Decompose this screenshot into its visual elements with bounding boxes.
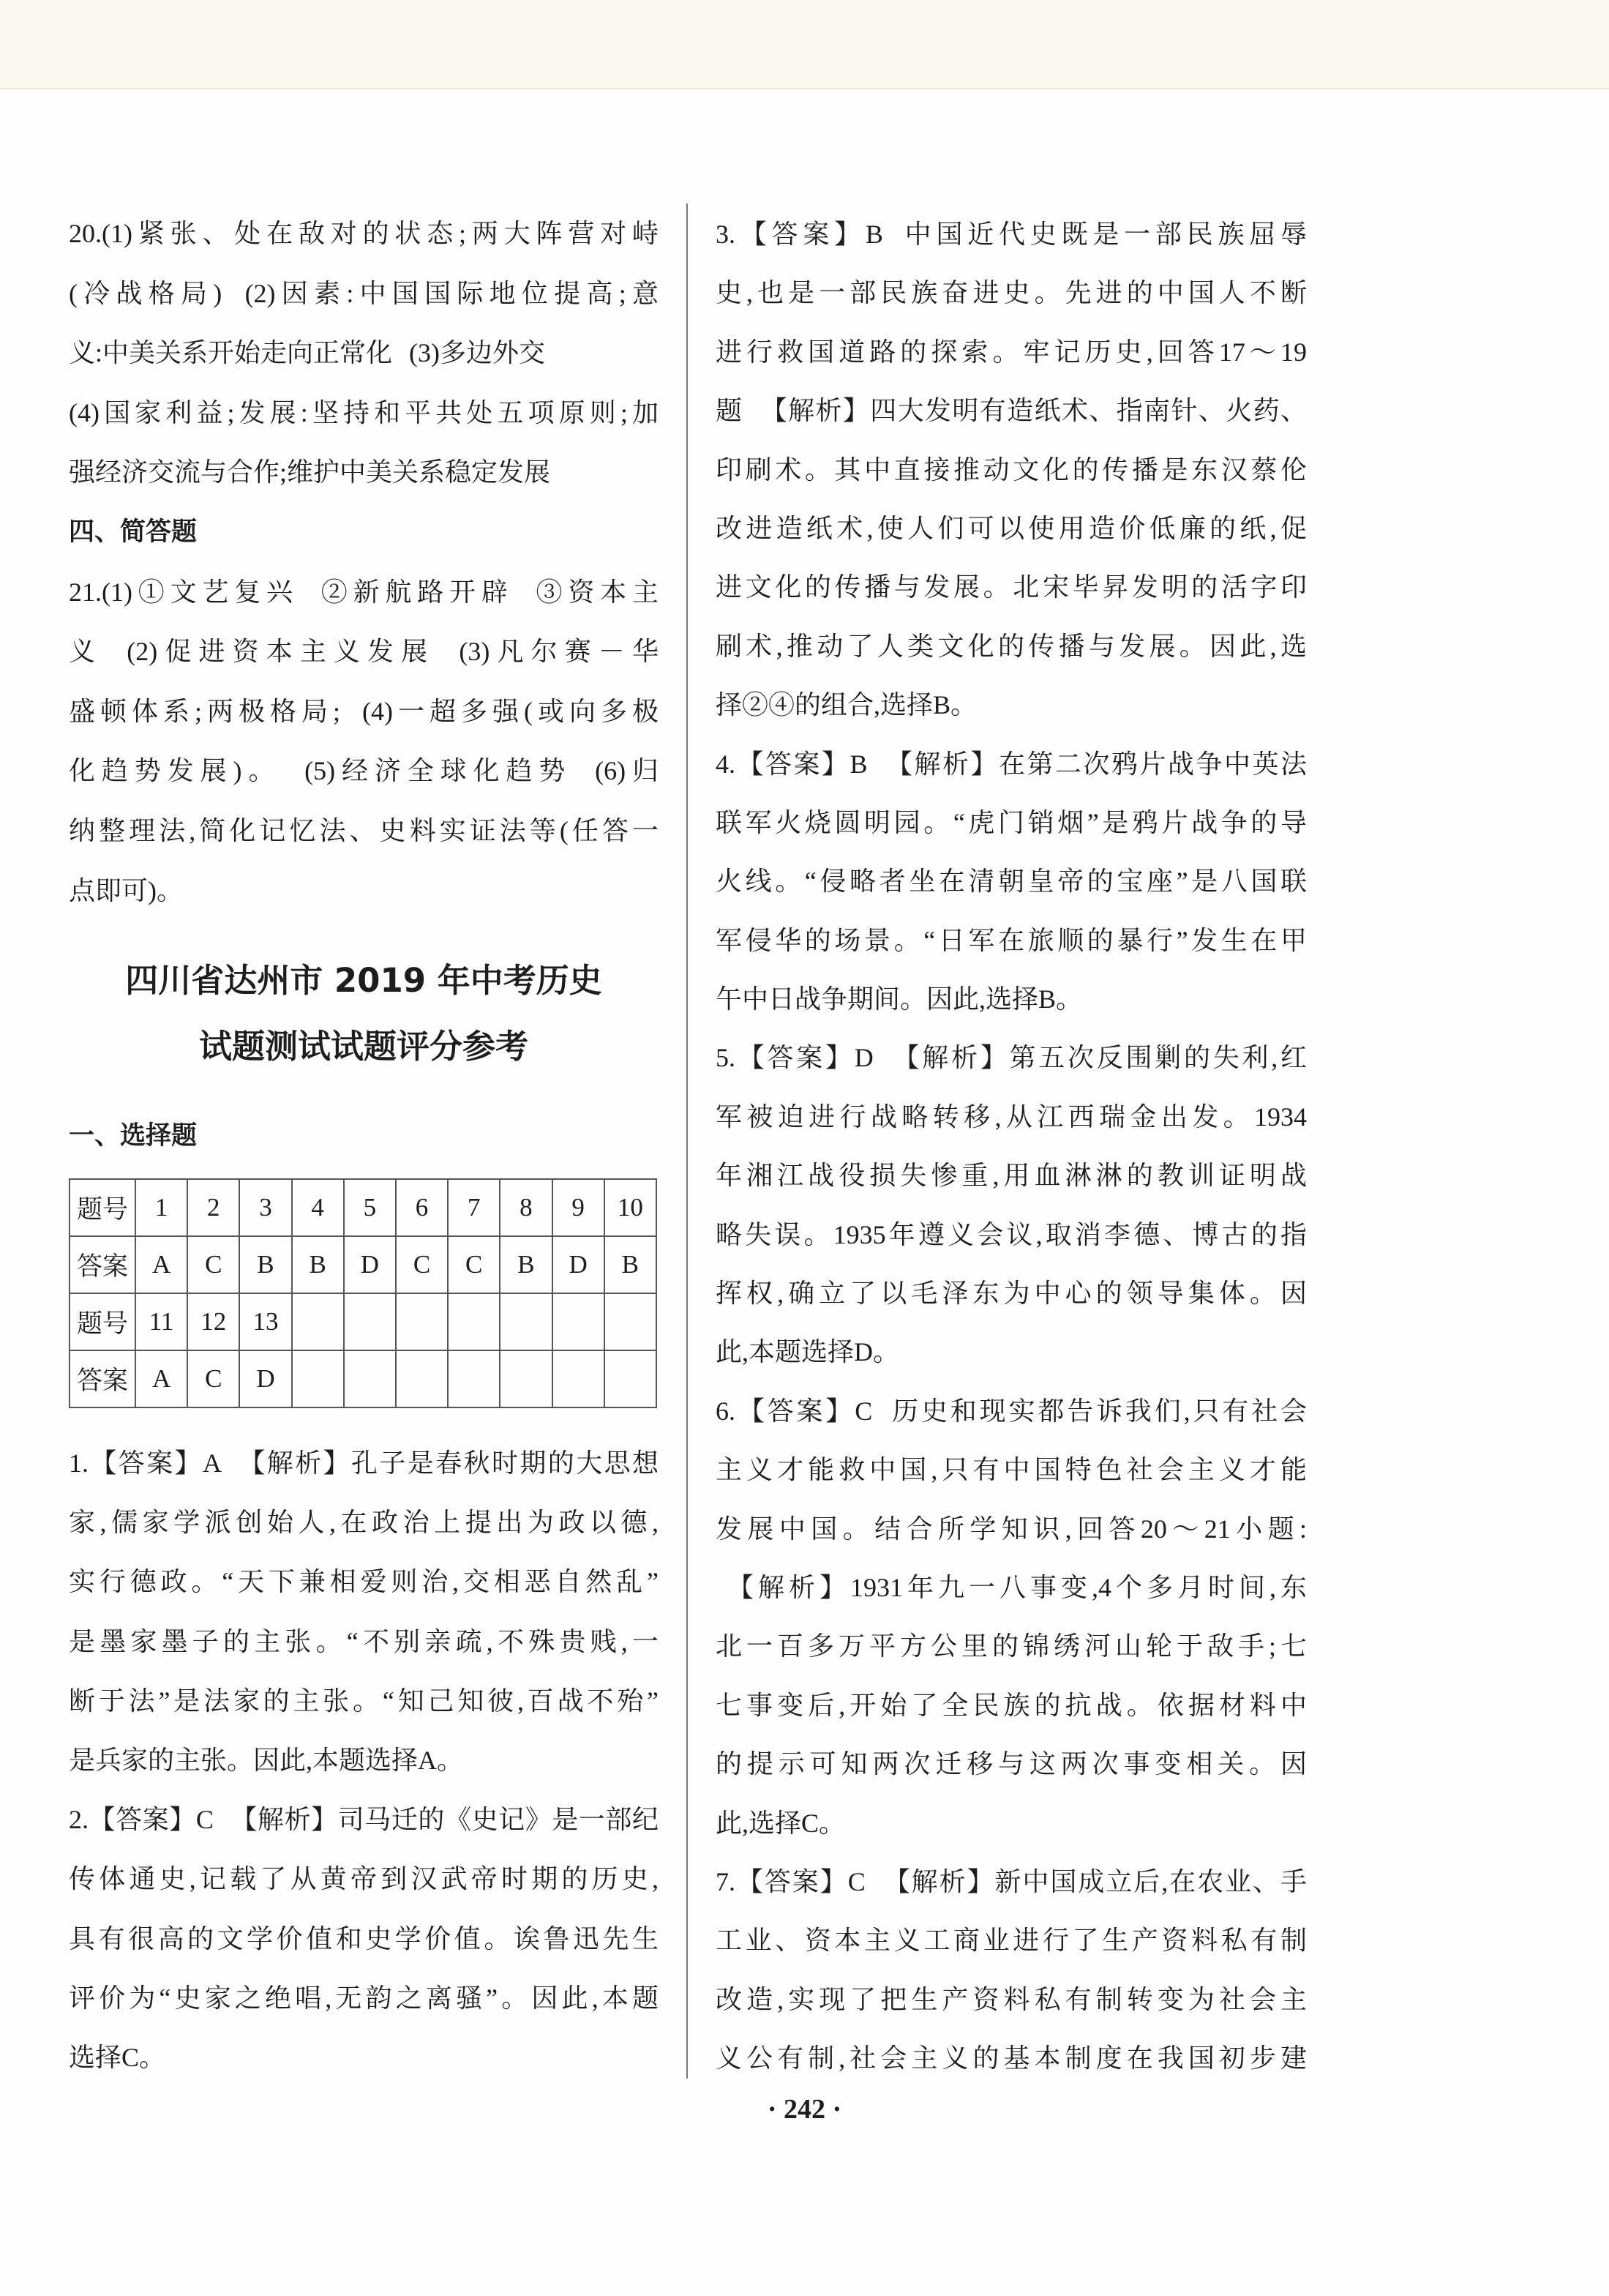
text-line: 史,也是一部民族奋进史。先进的中国人不断: [716, 278, 1307, 308]
table-cell-empty: [448, 1293, 500, 1350]
page-number: · 242 ·: [767, 2094, 842, 2125]
table-cell-empty: [604, 1293, 656, 1350]
text-line: 化趋势发展)。 (5)经济全球化趋势 (6)归: [69, 756, 659, 786]
text-line: 实行德政。“天下兼相爱则治,交相恶自然乱”: [69, 1567, 659, 1597]
text-line: 改造,实现了把生产资料私有制转变为社会主: [716, 1984, 1307, 2014]
text-line: 的提示可知两次迁移与这两次事变相关。因: [716, 1749, 1307, 1779]
text-line: 2.【答案】C 【解析】司马迁的《史记》是一部纪: [69, 1805, 659, 1835]
table-cell: B: [500, 1236, 552, 1293]
table-cell-empty: [500, 1293, 552, 1350]
table-cell: 8: [500, 1179, 552, 1236]
text-line: 是兵家的主张。因此,本题选择A。: [69, 1745, 463, 1775]
table-cell: B: [239, 1236, 291, 1293]
section-heading-choice: 一、选择题: [69, 1121, 198, 1151]
text-line: 义:中美关系开始走向正常化 (3)多边外交: [69, 338, 545, 368]
table-cell-empty: [292, 1293, 344, 1350]
page-top-margin: [0, 0, 1609, 88]
table-row: [70, 1293, 656, 1350]
table-cell: 答案: [70, 1236, 135, 1293]
text-line: 具有很高的文学价值和史学价值。诶鲁迅先生: [69, 1923, 659, 1953]
table-cell-empty: [552, 1293, 604, 1350]
text-line: 发展中国。结合所学知识,回答20～21小题:: [716, 1514, 1307, 1544]
text-line: 火线。“侵略者坐在清朝皇帝的宝座”是八国联: [716, 867, 1307, 897]
table-cell: 1: [135, 1179, 187, 1236]
section-heading-short-answer: 四、简答题: [69, 517, 198, 547]
table-cell-empty: [396, 1350, 448, 1407]
table-cell: B: [604, 1236, 656, 1293]
text-line: 4.【答案】B 【解析】在第二次鸦片战争中英法: [716, 749, 1307, 779]
text-line: 工业、资本主义工商业进行了生产资料私有制: [716, 1926, 1307, 1956]
text-line: 家,儒家学派创始人,在政治上提出为政以德,: [69, 1508, 659, 1538]
text-line: 义 (2)促进资本主义发展 (3)凡尔赛－华: [69, 637, 659, 667]
table-cell-empty: [344, 1293, 396, 1350]
answer-table: [69, 1178, 657, 1408]
text-line: 6.【答案】C 历史和现实都告诉我们,只有社会: [716, 1396, 1307, 1426]
table-cell: 题号: [70, 1179, 135, 1236]
answer-table-wrapper: [69, 1178, 657, 1408]
title-line-1: 四川省达州市 2019 年中考历史: [125, 961, 602, 1000]
table-cell: B: [292, 1236, 344, 1293]
text-line: 强经济交流与合作;维护中美关系稳定发展: [69, 457, 551, 487]
text-line: 略失误。1935年遵义会议,取消李德、博古的指: [716, 1219, 1307, 1249]
table-cell-empty: [292, 1350, 344, 1407]
text-line: 盛顿体系;两极格局; (4)一超多强(或向多极: [69, 696, 659, 726]
table-cell: D: [239, 1350, 291, 1407]
text-line: 5.【答案】D 【解析】第五次反围剿的失利,红: [716, 1043, 1307, 1073]
text-line: 印刷术。其中直接推动文化的传播是东汉蔡伦: [716, 455, 1307, 485]
title-line-2: 试题测试试题评分参考: [198, 1027, 528, 1066]
text-line: 进行救国道路的探索。牢记历史,回答17～19: [716, 337, 1307, 367]
text-line: 评价为“史家之绝唱,无韵之离骚”。因此,本题: [69, 1983, 659, 2013]
left-column-top: [69, 204, 659, 921]
text-line: 年湘江战役损失惨重,用血淋淋的教训证明战: [716, 1161, 1307, 1191]
table-cell: 11: [135, 1293, 187, 1350]
table-cell-empty: [344, 1350, 396, 1407]
table-cell: C: [396, 1236, 448, 1293]
table-cell-empty: [448, 1350, 500, 1407]
text-line: 题 【解析】四大发明有造纸术、指南针、火药、: [716, 396, 1307, 426]
table-cell: C: [187, 1350, 239, 1407]
table-cell: 12: [187, 1293, 239, 1350]
table-cell: C: [187, 1236, 239, 1293]
table-cell: 答案: [70, 1350, 135, 1407]
left-column-explanations: [69, 1434, 659, 2087]
table-cell-empty: [500, 1350, 552, 1407]
table-cell-empty: [604, 1350, 656, 1407]
text-line: 是墨家墨子的主张。“不别亲疏,不殊贵贱,一: [69, 1626, 659, 1656]
text-line: 断于法”是法家的主张。“知己知彼,百战不殆”: [69, 1686, 659, 1716]
text-line: 21.(1)①文艺复兴 ②新航路开辟 ③资本主: [69, 577, 659, 607]
text-line: 午中日战争期间。因此,选择B。: [716, 984, 1083, 1014]
text-line: (冷战格局) (2)因素:中国国际地位提高;意: [69, 278, 659, 308]
text-line: 纳整理法,简化记忆法、史料实证法等(任答一: [69, 815, 659, 845]
text-line: 【解析】1931年九一八事变,4个多月时间,东: [727, 1572, 1307, 1602]
text-line: 军侵华的场景。“日军在旅顺的暴行”发生在甲: [716, 925, 1307, 955]
table-row: [70, 1350, 656, 1407]
document-title: [69, 948, 659, 1080]
top-rule: [0, 88, 1609, 89]
table-cell: 2: [187, 1179, 239, 1236]
table-cell: 题号: [70, 1293, 135, 1350]
table-cell: 13: [239, 1293, 291, 1350]
table-cell: 6: [396, 1179, 448, 1236]
text-line: 七事变后,开始了全民族的抗战。依据材料中: [716, 1690, 1307, 1720]
table-cell: 5: [344, 1179, 396, 1236]
table-cell: 4: [292, 1179, 344, 1236]
table-cell: 9: [552, 1179, 604, 1236]
text-line: 改进造纸术,使人们可以使用造价低廉的纸,促: [716, 513, 1307, 543]
table-cell: D: [344, 1236, 396, 1293]
choice-section-header: [69, 1107, 659, 1165]
table-cell: 10: [604, 1179, 656, 1236]
text-line: 挥权,确立了以毛泽东为中心的领导集体。因: [716, 1279, 1307, 1309]
text-line: 军被迫进行战略转移,从江西瑞金出发。1934: [716, 1102, 1307, 1132]
text-line: 传体通史,记载了从黄帝到汉武帝时期的历史,: [69, 1864, 659, 1894]
table-cell: A: [135, 1236, 187, 1293]
table-cell: 3: [239, 1179, 291, 1236]
text-line: 北一百多万平方公里的锦绣河山轮于敌手;七: [716, 1631, 1307, 1661]
text-line: 7.【答案】C 【解析】新中国成立后,在农业、手: [716, 1866, 1307, 1896]
column-divider: [686, 203, 688, 2079]
text-line: 20.(1)紧张、处在敌对的状态;两大阵营对峙: [69, 219, 659, 248]
text-line: 联军火烧圆明园。“虎门销烟”是鸦片战争的导: [716, 807, 1307, 837]
text-line: 义公有制,社会主义的基本制度在我国初步建: [716, 2043, 1307, 2073]
right-column: [716, 205, 1307, 2088]
text-line: 选择C。: [69, 2042, 166, 2072]
table-cell: C: [448, 1236, 500, 1293]
text-line: 主义才能救中国,只有中国特色社会主义才能: [716, 1455, 1307, 1485]
table-cell: 7: [448, 1179, 500, 1236]
text-line: 刷术,推动了人类文化的传播与发展。因此,选: [716, 631, 1307, 661]
table-cell: D: [552, 1236, 604, 1293]
text-line: (4)国家利益;发展:坚持和平共处五项原则;加: [69, 397, 659, 427]
text-line: 3.【答案】B 中国近代史既是一部民族屈辱: [716, 220, 1307, 249]
text-line: 择②④的组合,选择B。: [716, 690, 978, 720]
text-line: 此,选择C。: [716, 1808, 846, 1838]
table-cell-empty: [552, 1350, 604, 1407]
text-line: 1.【答案】A 【解析】孔子是春秋时期的大思想: [69, 1448, 659, 1478]
table-row: [70, 1179, 656, 1236]
text-line: 点即可)。: [69, 875, 183, 905]
table-cell-empty: [396, 1293, 448, 1350]
table-row: [70, 1236, 656, 1293]
text-line: 进文化的传播与发展。北宋毕昇发明的活字印: [716, 572, 1307, 602]
table-cell: A: [135, 1350, 187, 1407]
text-line: 此,本题选择D。: [716, 1337, 899, 1367]
